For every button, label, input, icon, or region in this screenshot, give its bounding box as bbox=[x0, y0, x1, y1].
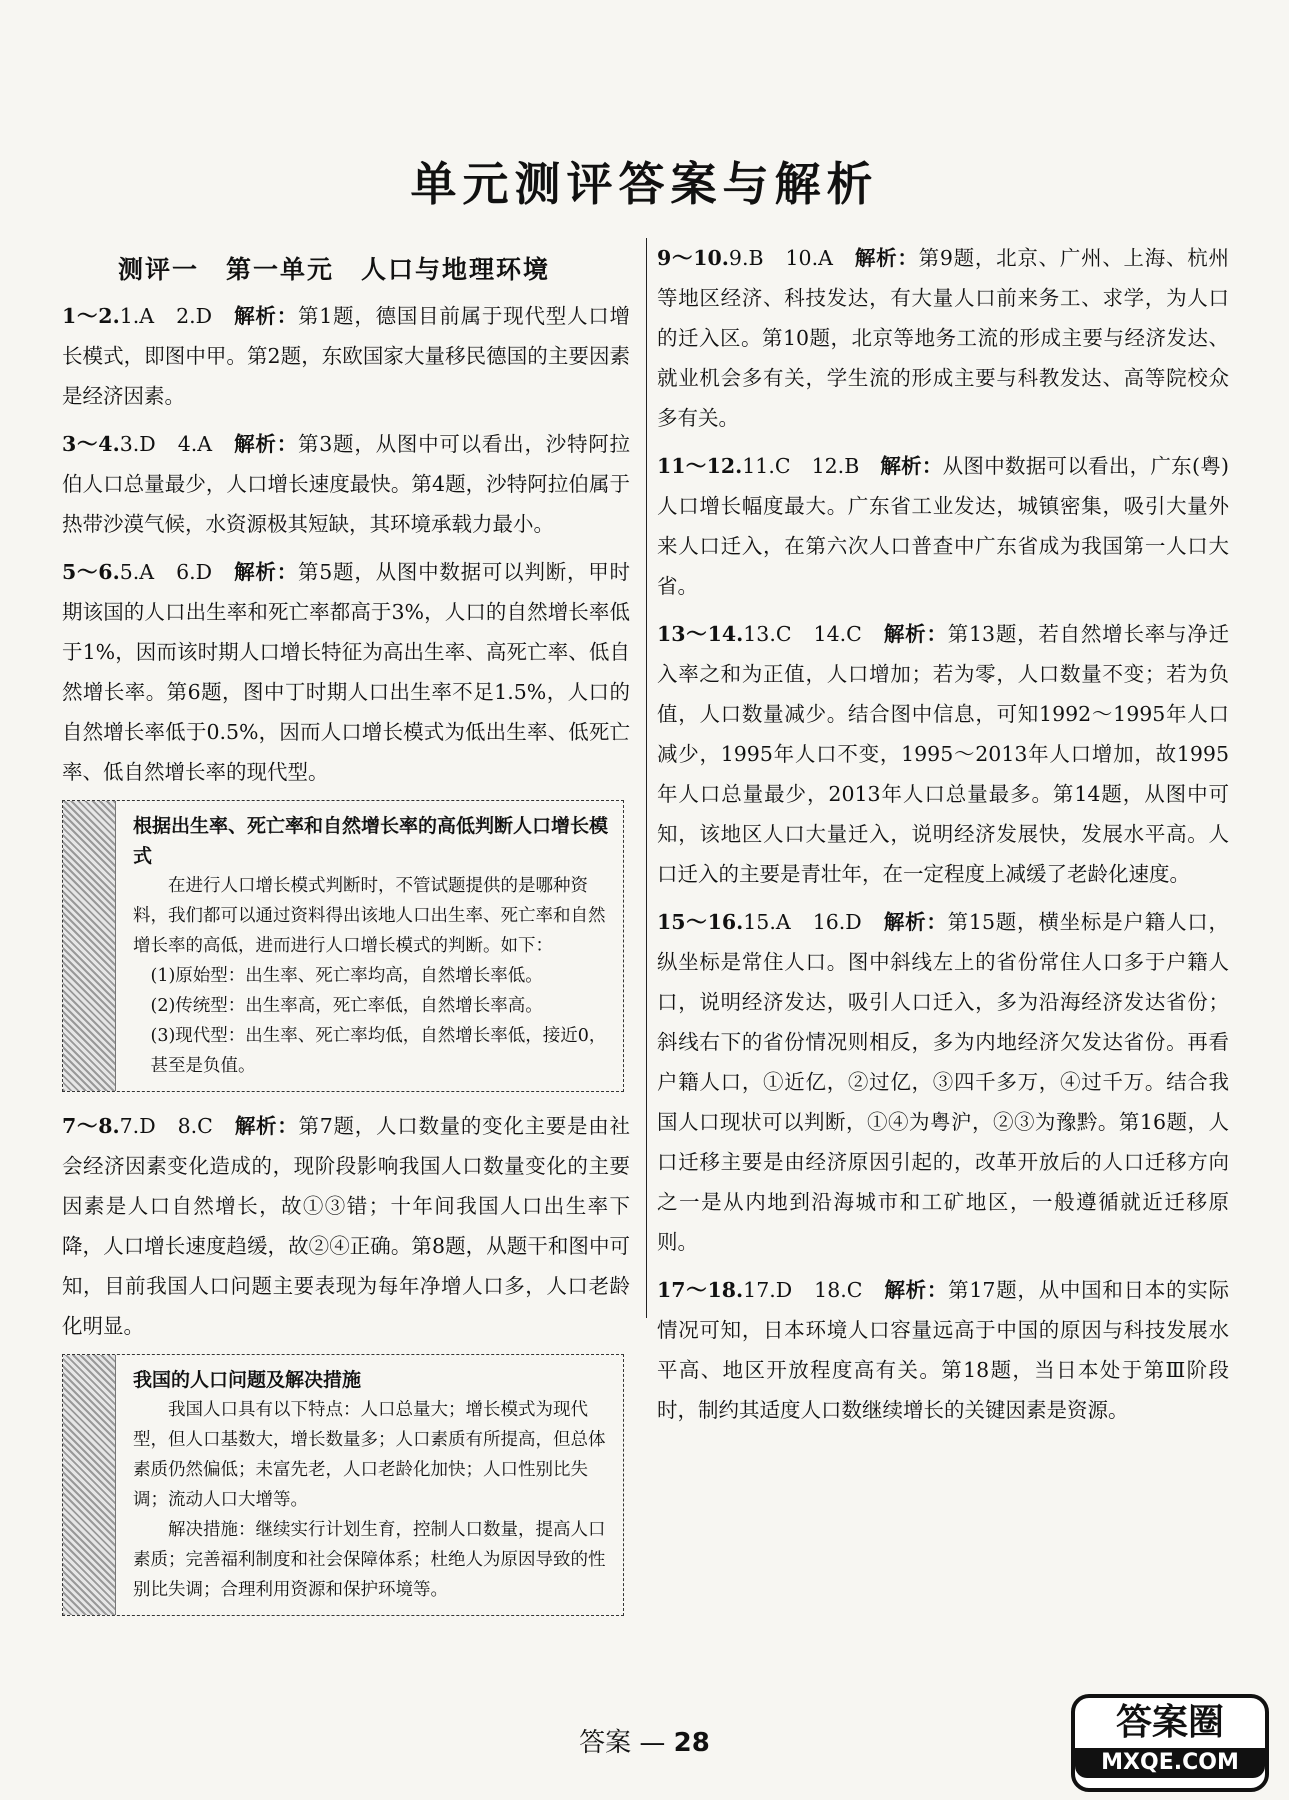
tip-paragraph: 我国人口具有以下特点：人口总量大；增长模式为现代型，但人口基数大，增长数量多；人口素质有所提高，但总体素质仍然偏低；未富先老，人口老龄化加快；人口性别比失调；流动人口大增等。 bbox=[133, 1400, 606, 1510]
question-range: 9～10. bbox=[657, 246, 729, 270]
analysis-label: 解析： bbox=[884, 1278, 949, 1302]
right-column bbox=[646, 238, 1230, 1422]
question-range: 13～14. bbox=[657, 622, 744, 646]
page-title: 单元测评答案与解析 bbox=[410, 157, 879, 211]
page-number: 28 bbox=[673, 1728, 710, 1758]
tip-side-decoration bbox=[63, 1355, 116, 1615]
answer-key: 7.D 8.C bbox=[119, 1114, 213, 1138]
answer-key: 9.B 10.A bbox=[728, 246, 833, 270]
analysis-label: 解析： bbox=[883, 910, 948, 934]
answer-entry bbox=[62, 424, 630, 544]
analysis-label: 解析： bbox=[234, 560, 298, 584]
tip-item: (1)原始型：出生率、死亡率均高，自然增长率低。 bbox=[150, 966, 543, 986]
answer-key: 5.A 6.D bbox=[119, 560, 213, 584]
analysis-label: 解析： bbox=[883, 622, 948, 646]
question-range: 17～18. bbox=[657, 1278, 744, 1302]
analysis-label: 解析： bbox=[234, 432, 298, 456]
analysis-text: 第3题，从图中可以看出，沙特阿拉伯人口总量最少，人口增长速度最快。第4题，沙特阿拉伯属于热带沙漠气候，水资源极其短缺，其环境承载力最小。 bbox=[62, 432, 631, 536]
answer-key: 15.A 16.D bbox=[743, 910, 862, 934]
tip-title: 根据出生率、死亡率和自然增长率的高低判断人口增长模式 bbox=[133, 815, 609, 867]
analysis-text: 第1题，德国目前属于现代型人口增长模式，即图中甲。第2题，东欧国家大量移民德国的主要因素是经济因素。 bbox=[62, 304, 631, 408]
tip-side-decoration bbox=[63, 801, 116, 1091]
analysis-label: 解析： bbox=[854, 246, 919, 270]
tip-box bbox=[62, 800, 624, 1092]
watermark-url: MXQE.COM bbox=[1075, 1748, 1265, 1778]
tip-paragraph: 解决措施：继续实行计划生育，控制人口数量，提高人口素质；完善福利制度和社会保障体系；杜绝人为原因导致的性别比失调；合理利用资源和保护环境等。 bbox=[133, 1520, 606, 1600]
tip-item: (2)传统型：出生率高，死亡率低，自然增长率高。 bbox=[150, 996, 543, 1016]
footer-label: 答案 bbox=[579, 1728, 632, 1758]
analysis-label: 解析： bbox=[234, 304, 298, 328]
answer-key: 1.A 2.D bbox=[119, 304, 213, 328]
answer-entry bbox=[657, 614, 1229, 894]
answer-key: 13.C 14.C bbox=[743, 622, 862, 646]
question-range: 5～6. bbox=[62, 560, 120, 584]
answer-entry bbox=[62, 1106, 630, 1346]
watermark-text: 答案圈 bbox=[1115, 1702, 1224, 1743]
analysis-label: 解析： bbox=[234, 1114, 299, 1138]
question-range: 3～4. bbox=[62, 432, 120, 456]
analysis-text: 第5题，从图中数据可以判断，甲时期该国的人口出生率和死亡率都高于3%，人口的自然增长率低于1%，因而该时期人口增长特征为高出生率、高死亡率、低自然增长率。第6题，图中丁时期人口出生率不足1.5%，人口的自然增长率低于0.5%，因而人口增长模式为低出生率、低死亡率、低自然增长率的现代型。 bbox=[62, 560, 631, 784]
watermark-logo bbox=[1071, 1694, 1269, 1792]
answer-entry bbox=[657, 446, 1229, 606]
question-range: 1～2. bbox=[62, 304, 120, 328]
answer-entry bbox=[62, 296, 630, 416]
question-range: 11～12. bbox=[657, 454, 743, 478]
analysis-label: 解析： bbox=[880, 454, 943, 478]
answer-entry bbox=[657, 238, 1229, 438]
analysis-text: 第9题，北京、广州、上海、杭州等地区经济、科技发达，有大量人口前来务工、求学，为人口的迁入区。第10题，北京等地务工流的形成主要与经济发达、就业机会多有关，学生流的形成主要与科教发达、高等院校众多有关。 bbox=[657, 246, 1230, 430]
left-column bbox=[62, 240, 630, 1630]
answer-key: 3.D 4.A bbox=[119, 432, 213, 456]
tip-body: 在进行人口增长模式判断时，不管试题提供的是哪种资料，我们都可以通过资料得出该地人口出生率、死亡率和自然增长率的高低，进而进行人口增长模式的判断。如下： bbox=[133, 876, 606, 956]
answer-key: 17.D 18.C bbox=[743, 1278, 863, 1302]
analysis-text: 第7题，人口数量的变化主要是由社会经济因素变化造成的，现阶段影响我国人口数量变化的主要因素是人口自然增长，故①③错；十年间我国人口出生率下降，人口增长速度趋缓，故②④正确。第8题，从题干和图中可知，目前我国人口问题主要表现为每年净增人口多，人口老龄化明显。 bbox=[62, 1114, 631, 1338]
question-range: 7～8. bbox=[62, 1114, 120, 1138]
answer-key: 11.C 12.B bbox=[742, 454, 860, 478]
answer-entry bbox=[657, 902, 1229, 1262]
footer-dash: — bbox=[639, 1728, 666, 1758]
analysis-text: 第15题，横坐标是户籍人口，纵坐标是常住人口。图中斜线左上的省份常住人口多于户籍人口，说明经济发达，吸引人口迁入，多为沿海经济发达省份；斜线右下的省份情况则相反，多为内地经济欠发达省份。再看户籍人口，①近亿，②过亿，③四千多万，④过千万。结合我国人口现状可以判断，①④为粤沪，②③为豫黔。第16题，人口迁移主要是由经济原因引起的，改革开放后的人口迁移方向之一是从内地到沿海城市和工矿地区，一般遵循就近迁移原则。 bbox=[657, 910, 1230, 1254]
section-heading: 测评一 第一单元 人口与地理环境 bbox=[118, 255, 551, 284]
analysis-text: 第13题，若自然增长率与净迁入率之和为正值，人口增加；若为零，人口数量不变；若为负值，人口数量减少。结合图中信息，可知1992～1995年人口减少，1995年人口不变，1995～2013年人口增加，故1995年人口总量最少，2013年人口总量最多。第14题，从图中可知，该地区人口大量迁入，说明经济发展快，发展水平高。人口迁入的主要是青壮年，在一定程度上减缓了老龄化速度。 bbox=[657, 622, 1230, 886]
tip-box bbox=[62, 1354, 624, 1616]
analysis-text: 第17题，从中国和日本的实际情况可知，日本环境人口容量远高于中国的原因与科技发展水平高、地区开放程度高有关。第18题，当日本处于第Ⅲ阶段时，制约其适度人口数继续增长的关键因素是资源。 bbox=[657, 1278, 1230, 1422]
tip-item: (3)现代型：出生率、死亡率均低，自然增长率低，接近0，甚至是负值。 bbox=[150, 1026, 607, 1076]
question-range: 15～16. bbox=[657, 910, 744, 934]
analysis-text: 从图中数据可以看出，广东(粤)人口增长幅度最大。广东省工业发达，城镇密集，吸引大量外来人口迁入，在第六次人口普查中广东省成为我国第一人口大省。 bbox=[657, 454, 1230, 598]
tip-title: 我国的人口问题及解决措施 bbox=[133, 1369, 362, 1391]
answer-entry bbox=[62, 552, 630, 792]
answer-entry bbox=[657, 1270, 1229, 1430]
